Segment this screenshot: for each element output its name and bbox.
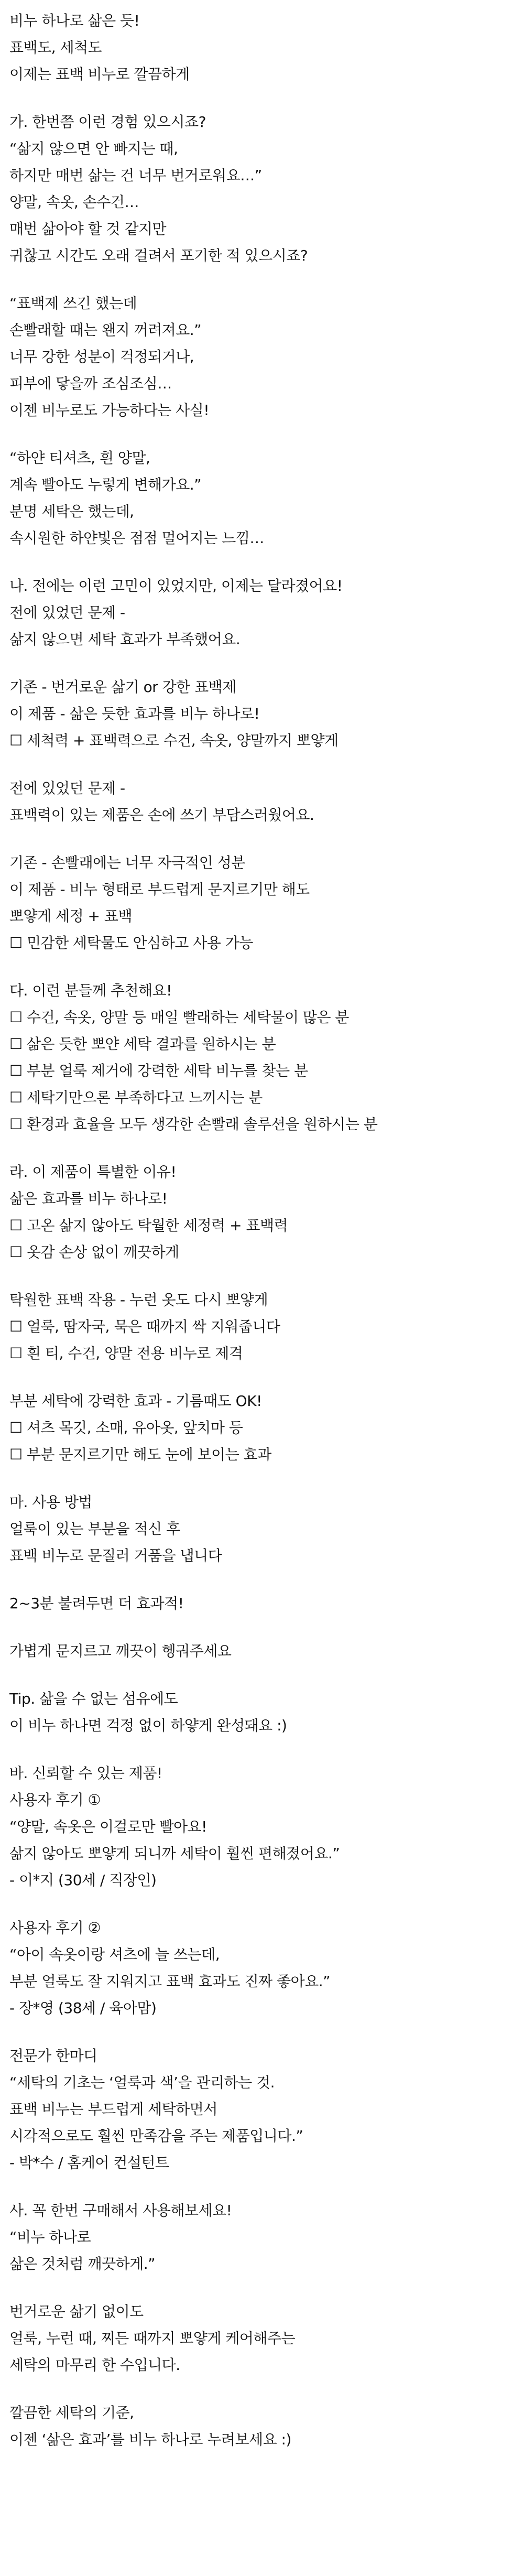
paragraph-gap bbox=[9, 1617, 515, 1638]
text-line: 표백 비누는 부드럽게 세탁하면서 bbox=[9, 2101, 217, 2118]
paragraph-block bbox=[9, 674, 515, 754]
paragraph-block bbox=[9, 1685, 515, 1739]
text-line: ☐ 부분 얼룩 제거에 강력한 세탁 비누를 찾는 분 bbox=[9, 1062, 308, 1079]
text-line: “표백제 쓰긴 했는데 bbox=[9, 295, 137, 312]
paragraph-gap bbox=[9, 1739, 515, 1760]
text-line: 얼룩이 있는 부분을 적신 후 bbox=[9, 1520, 180, 1538]
text-line: Tip. 삶을 수 없는 섬유에도 bbox=[9, 1690, 178, 1707]
paragraph-block bbox=[9, 1914, 515, 2021]
paragraph-block bbox=[9, 2298, 515, 2378]
paragraph-block bbox=[9, 290, 515, 424]
text-line: ☐ 흰 티, 수건, 양말 전용 비누로 제격 bbox=[9, 1345, 243, 1362]
text-line: 전문가 한마디 bbox=[9, 2047, 97, 2064]
paragraph-block bbox=[9, 445, 515, 551]
paragraph-block bbox=[9, 7, 515, 88]
paragraph-gap bbox=[9, 1265, 515, 1286]
text-line: 깔끔한 세탁의 기준, bbox=[9, 2404, 134, 2421]
text-line: “하얀 티셔츠, 흰 양말, bbox=[9, 449, 150, 467]
paragraph-gap bbox=[9, 551, 515, 572]
text-line: 이젠 ‘삶은 효과’를 비누 하나로 누려보세요 :) bbox=[9, 2431, 291, 2448]
paragraph-gap bbox=[9, 754, 515, 775]
paragraph-gap bbox=[9, 1367, 515, 1388]
text-line: ☐ 부분 문지르기만 해도 눈에 보이는 효과 bbox=[9, 1446, 271, 1463]
paragraph-block bbox=[9, 977, 515, 1138]
text-line: ☐ 환경과 효율을 모두 생각한 손빨래 솔루션을 원하시는 분 bbox=[9, 1116, 378, 1133]
paragraph-block bbox=[9, 775, 515, 828]
text-line: 뽀얗게 세정 + 표백 bbox=[9, 907, 132, 925]
text-line: 나. 전에는 이런 고민이 있었지만, 이제는 달라졌어요! bbox=[9, 577, 343, 594]
text-line: 속시원한 하얀빛은 점점 멀어지는 느낌… bbox=[9, 529, 264, 547]
text-line: 삶지 않아도 뽀얗게 되니까 세탁이 훨씬 편해졌어요.” bbox=[9, 1845, 340, 1862]
paragraph-block bbox=[9, 109, 515, 269]
text-line: 이젠 비누로도 가능하다는 사실! bbox=[9, 402, 210, 419]
text-line: 전에 있었던 문제 - bbox=[9, 604, 125, 621]
paragraph-gap bbox=[9, 1468, 515, 1489]
text-line: “양말, 속옷은 이걸로만 빨아요! bbox=[9, 1818, 207, 1835]
text-line: “삶지 않으면 안 빠지는 때, bbox=[9, 140, 178, 157]
text-line: 사용자 후기 ② bbox=[9, 1919, 101, 1936]
text-line: “세탁의 기초는 ‘얼룩과 색’을 관리하는 것. bbox=[9, 2074, 275, 2091]
text-line: 너무 강한 성분이 걱정되거나, bbox=[9, 348, 194, 365]
paragraph-gap bbox=[9, 1138, 515, 1159]
text-line: 하지만 매번 삶는 건 너무 번거로워요…” bbox=[9, 167, 262, 184]
text-line: ☐ 세탁기만으론 부족하다고 느끼시는 분 bbox=[9, 1089, 263, 1106]
text-line: 이 비누 하나면 걱정 없이 하얗게 완성돼요 :) bbox=[9, 1717, 287, 1734]
text-line: 매번 삶아야 할 것 같지만 bbox=[9, 220, 167, 237]
text-line: 번거로운 삶기 없이도 bbox=[9, 2303, 144, 2320]
text-line: 부분 세탁에 강력한 효과 - 기름때도 OK! bbox=[9, 1392, 262, 1410]
paragraph-block bbox=[9, 1489, 515, 1569]
text-line: 2~3분 불려두면 더 효과적! bbox=[9, 1595, 184, 1612]
paragraph-block bbox=[9, 1286, 515, 1367]
text-line: ☐ 수건, 속옷, 양말 등 매일 빨래하는 세탁물이 많은 분 bbox=[9, 1009, 349, 1026]
paragraph-block bbox=[9, 1388, 515, 1468]
paragraph-block bbox=[9, 572, 515, 653]
paragraph-gap bbox=[9, 2176, 515, 2197]
paragraph-block bbox=[9, 1760, 515, 1893]
paragraph-gap bbox=[9, 956, 515, 977]
text-line: 삶은 효과를 비누 하나로! bbox=[9, 1190, 168, 1207]
text-line: “아이 속옷이랑 셔츠에 늘 쓰는데, bbox=[9, 1946, 220, 1963]
paragraph-gap bbox=[9, 2277, 515, 2298]
text-line: 부분 얼룩도 잘 지워지고 표백 효과도 진짜 좋아요.” bbox=[9, 1973, 331, 1990]
text-line: 가. 한번쯤 이런 경험 있으시죠? bbox=[9, 113, 206, 131]
text-line: 양말, 속옷, 손수건… bbox=[9, 193, 139, 211]
text-line: 가볍게 문지르고 깨끗이 헹궈주세요 bbox=[9, 1642, 232, 1660]
text-line: ☐ 고온 삶지 않아도 탁월한 세정력 + 표백력 bbox=[9, 1217, 288, 1234]
text-line: 피부에 닿을까 조심조심… bbox=[9, 375, 172, 392]
text-line: 삶은 것처럼 깨끗하게.” bbox=[9, 2255, 156, 2272]
paragraph-gap bbox=[9, 2378, 515, 2399]
text-line: 이 제품 - 비누 형태로 부드럽게 문지르기만 해도 bbox=[9, 881, 310, 898]
paragraph-block bbox=[9, 2197, 515, 2277]
text-line: 계속 빨아도 누렇게 변해가요.” bbox=[9, 476, 202, 493]
text-line: 표백도, 세척도 bbox=[9, 39, 102, 56]
paragraph-gap bbox=[9, 2021, 515, 2042]
paragraph-gap bbox=[9, 1664, 515, 1685]
text-line: 마. 사용 방법 bbox=[9, 1493, 92, 1511]
text-line: 이제는 표백 비누로 깔끔하게 bbox=[9, 66, 190, 83]
text-line: ☐ 셔츠 목깃, 소매, 유아옷, 앞치마 등 bbox=[9, 1419, 243, 1436]
text-line: 기존 - 손빨래에는 너무 자극적인 성분 bbox=[9, 854, 245, 871]
paragraph-gap bbox=[9, 269, 515, 290]
text-line: 귀찮고 시간도 오래 걸려서 포기한 적 있으시죠? bbox=[9, 247, 308, 264]
text-line: 비누 하나로 삶은 듯! bbox=[9, 12, 140, 29]
paragraph-block bbox=[9, 1638, 515, 1664]
paragraph-block bbox=[9, 849, 515, 956]
paragraph-block bbox=[9, 2399, 515, 2453]
text-line: 세탁의 마무리 한 수입니다. bbox=[9, 2356, 180, 2374]
text-line: 손빨래할 때는 왠지 꺼려져요.” bbox=[9, 321, 202, 339]
text-line: 분명 세탁은 했는데, bbox=[9, 503, 134, 520]
text-line: 시각적으로도 훨씬 만족감을 주는 제품입니다.” bbox=[9, 2127, 303, 2145]
text-line: 삶지 않으면 세탁 효과가 부족했어요. bbox=[9, 631, 241, 648]
text-line: - 박*수 / 홈케어 컨설턴트 bbox=[9, 2154, 169, 2171]
text-line: - 장*영 (38세 / 육아맘) bbox=[9, 1999, 157, 2017]
paragraph-block bbox=[9, 1590, 515, 1617]
text-line: 사용자 후기 ① bbox=[9, 1791, 101, 1809]
text-line: 다. 이런 분들께 추천해요! bbox=[9, 982, 172, 999]
text-line: 바. 신뢰할 수 있는 제품! bbox=[9, 1765, 162, 1782]
paragraph-gap bbox=[9, 1893, 515, 1914]
text-line: 라. 이 제품이 특별한 이유! bbox=[9, 1163, 177, 1181]
text-line: 얼룩, 누런 때, 찌든 때까지 뽀얗게 케어해주는 bbox=[9, 2330, 296, 2347]
paragraph-block bbox=[9, 1159, 515, 1265]
text-line: 표백력이 있는 제품은 손에 쓰기 부담스러웠어요. bbox=[9, 806, 314, 824]
paragraph-gap bbox=[9, 88, 515, 109]
text-line: - 이*지 (30세 / 직장인) bbox=[9, 1871, 157, 1889]
paragraph-block bbox=[9, 2042, 515, 2176]
paragraph-gap bbox=[9, 653, 515, 674]
paragraph-gap bbox=[9, 1569, 515, 1590]
text-line: 탁월한 표백 작용 - 누런 옷도 다시 뽀얗게 bbox=[9, 1291, 268, 1308]
text-line: 전에 있었던 문제 - bbox=[9, 780, 125, 797]
paragraph-gap bbox=[9, 828, 515, 849]
text-line: ☐ 민감한 세탁물도 안심하고 사용 가능 bbox=[9, 934, 253, 951]
text-line: 사. 꼭 한번 구매해서 사용해보세요! bbox=[9, 2202, 232, 2219]
text-line: “비누 하나로 bbox=[9, 2228, 91, 2246]
text-line: 표백 비누로 문질러 거품을 냅니다 bbox=[9, 1547, 222, 1564]
paragraph-gap bbox=[9, 424, 515, 445]
text-line: ☐ 옷감 손상 없이 깨끗하게 bbox=[9, 1243, 179, 1261]
text-line: ☐ 삶은 듯한 뽀얀 세탁 결과를 원하시는 분 bbox=[9, 1035, 276, 1053]
text-line: ☐ 세척력 + 표백력으로 수건, 속옷, 양말까지 뽀얗게 bbox=[9, 732, 339, 749]
text-line: ☐ 얼룩, 땀자국, 묵은 때까지 싹 지워줍니다 bbox=[9, 1318, 280, 1335]
text-line: 이 제품 - 삶은 듯한 효과를 비누 하나로! bbox=[9, 705, 260, 722]
text-line: 기존 - 번거로운 삶기 or 강한 표백제 bbox=[9, 678, 236, 696]
